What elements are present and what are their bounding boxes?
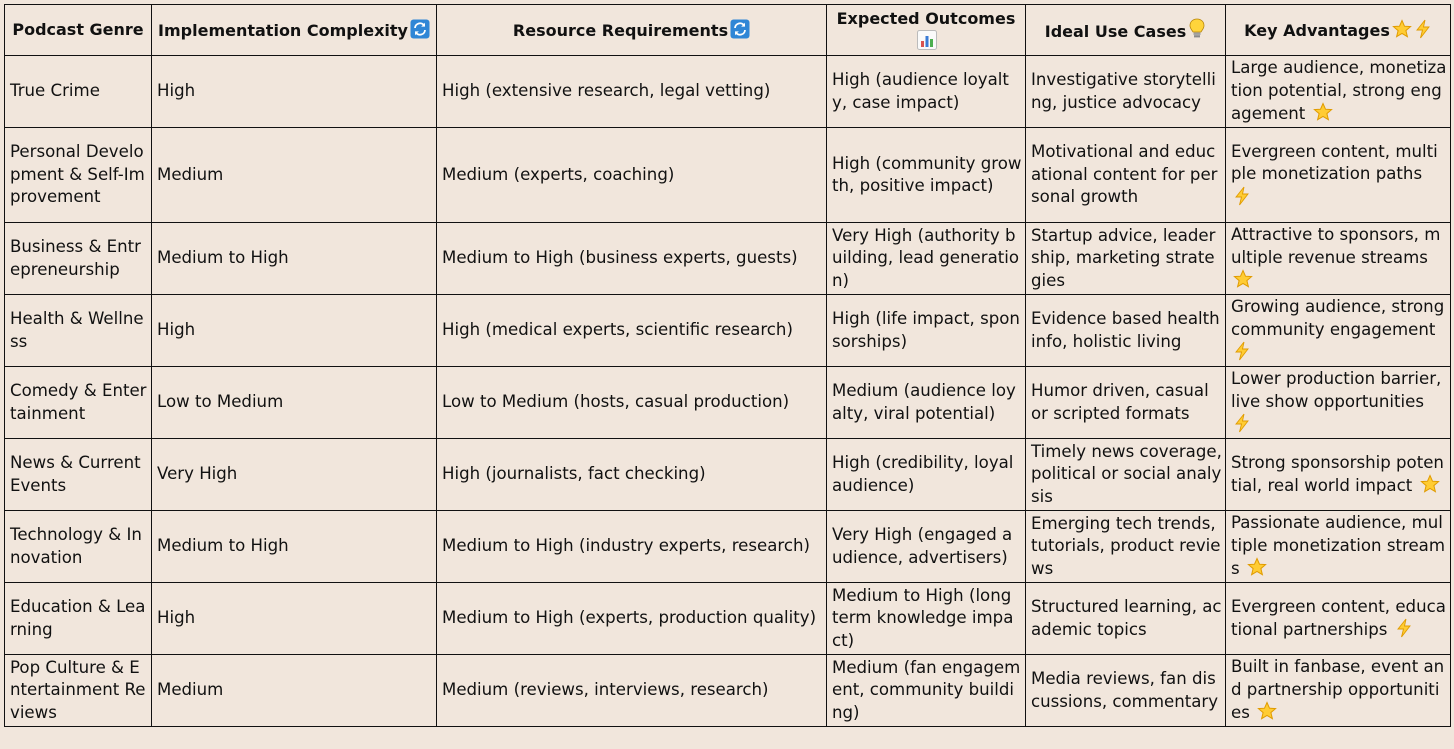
cell-key-advantages: Strong sponsorship potential, real world impact [1226, 439, 1451, 511]
cell-resource-requirements: Low to Medium (hosts, casual production) [437, 367, 827, 439]
table-row [5, 655, 1451, 727]
lightbulb-icon [1188, 18, 1206, 40]
cell-podcast-genre: Technology & Innovation [5, 511, 152, 583]
star-icon [1392, 19, 1412, 39]
cell-ideal-use-cases: Media reviews, fan discussions, commentary [1026, 655, 1226, 727]
cell-resource-requirements: Medium (experts, coaching) [437, 128, 827, 223]
header-ideal-use-cases: Ideal Use Cases [1026, 5, 1226, 56]
cell-implementation-complexity: Medium to High [152, 511, 437, 583]
cell-expected-outcomes: High (community growth, positive impact) [827, 128, 1026, 223]
lightning-icon [1395, 618, 1413, 638]
table-row [5, 583, 1451, 655]
cell-ideal-use-cases: Emerging tech trends, tutorials, product reviews [1026, 511, 1226, 583]
cell-podcast-genre: Comedy & Entertainment [5, 367, 152, 439]
table-row [5, 439, 1451, 511]
cell-key-advantages: Large audience, monetization potential, strong engagement [1226, 56, 1451, 128]
refresh-icon [730, 19, 750, 39]
header-resource-requirements: Resource Requirements [437, 5, 827, 56]
cell-resource-requirements: Medium to High (industry experts, research) [437, 511, 827, 583]
header-podcast-genre: Podcast Genre [5, 5, 152, 56]
cell-ideal-use-cases: Humor driven, casual or scripted formats [1026, 367, 1226, 439]
cell-expected-outcomes: Very High (engaged audience, advertisers) [827, 511, 1026, 583]
cell-expected-outcomes: High (audience loyalty, case impact) [827, 56, 1026, 128]
lightning-icon [1233, 186, 1251, 206]
table-row [5, 223, 1451, 295]
refresh-icon [410, 19, 430, 39]
cell-key-advantages: Evergreen content, educational partnerships [1226, 583, 1451, 655]
cell-resource-requirements: Medium to High (business experts, guests) [437, 223, 827, 295]
cell-key-advantages: Built in fanbase, event and partnership opportunities [1226, 655, 1451, 727]
table-row [5, 128, 1451, 223]
cell-ideal-use-cases: Timely news coverage, political or social analysis [1026, 439, 1226, 511]
cell-podcast-genre: Health & Wellness [5, 295, 152, 367]
header-expected-outcomes: Expected Outcomes [827, 5, 1026, 56]
cell-implementation-complexity: Medium [152, 655, 437, 727]
cell-ideal-use-cases: Investigative storytelling, justice advocacy [1026, 56, 1226, 128]
cell-expected-outcomes: Very High (authority building, lead generation) [827, 223, 1026, 295]
cell-implementation-complexity: Medium [152, 128, 437, 223]
cell-expected-outcomes: Medium to High (long term knowledge impact) [827, 583, 1026, 655]
cell-ideal-use-cases: Motivational and educational content for personal growth [1026, 128, 1226, 223]
cell-podcast-genre: News & Current Events [5, 439, 152, 511]
cell-expected-outcomes: High (credibility, loyal audience) [827, 439, 1026, 511]
header-implementation-complexity: Implementation Complexity [152, 5, 437, 56]
cell-ideal-use-cases: Structured learning, academic topics [1026, 583, 1226, 655]
header-row [5, 5, 1451, 56]
table-row [5, 511, 1451, 583]
cell-key-advantages: Lower production barrier, live show opportunities [1226, 367, 1451, 439]
cell-implementation-complexity: Very High [152, 439, 437, 511]
bar-chart-icon [917, 30, 937, 50]
star-icon [1420, 474, 1440, 494]
cell-resource-requirements: High (journalists, fact checking) [437, 439, 827, 511]
cell-key-advantages: Evergreen content, multiple monetization paths [1226, 128, 1451, 223]
cell-implementation-complexity: High [152, 583, 437, 655]
cell-expected-outcomes: Medium (fan engagement, community building) [827, 655, 1026, 727]
podcast-genre-table [4, 4, 1451, 727]
cell-podcast-genre: Pop Culture & Entertainment Reviews [5, 655, 152, 727]
cell-key-advantages: Passionate audience, multiple monetization streams [1226, 511, 1451, 583]
cell-resource-requirements: Medium to High (experts, production quality) [437, 583, 827, 655]
cell-resource-requirements: High (extensive research, legal vetting) [437, 56, 827, 128]
cell-podcast-genre: Personal Development & Self-Improvement [5, 128, 152, 223]
cell-implementation-complexity: High [152, 295, 437, 367]
cell-key-advantages: Attractive to sponsors, multiple revenue streams [1226, 223, 1451, 295]
cell-ideal-use-cases: Evidence based health info, holistic living [1026, 295, 1226, 367]
lightning-icon [1414, 19, 1432, 39]
table-row [5, 295, 1451, 367]
header-key-advantages: Key Advantages [1226, 5, 1451, 56]
cell-resource-requirements: Medium (reviews, interviews, research) [437, 655, 827, 727]
lightning-icon [1233, 341, 1251, 361]
star-icon [1313, 102, 1333, 122]
star-icon [1247, 557, 1267, 577]
cell-podcast-genre: True Crime [5, 56, 152, 128]
star-icon [1257, 701, 1277, 721]
star-icon [1233, 269, 1253, 289]
cell-implementation-complexity: Low to Medium [152, 367, 437, 439]
cell-resource-requirements: High (medical experts, scientific research) [437, 295, 827, 367]
table-row [5, 56, 1451, 128]
lightning-icon [1233, 413, 1251, 433]
cell-expected-outcomes: Medium (audience loyalty, viral potential) [827, 367, 1026, 439]
cell-ideal-use-cases: Startup advice, leadership, marketing strategies [1026, 223, 1226, 295]
table-row [5, 367, 1451, 439]
cell-podcast-genre: Business & Entrepreneurship [5, 223, 152, 295]
cell-expected-outcomes: High (life impact, sponsorships) [827, 295, 1026, 367]
cell-key-advantages: Growing audience, strong community engagement [1226, 295, 1451, 367]
cell-podcast-genre: Education & Learning [5, 583, 152, 655]
cell-implementation-complexity: High [152, 56, 437, 128]
cell-implementation-complexity: Medium to High [152, 223, 437, 295]
